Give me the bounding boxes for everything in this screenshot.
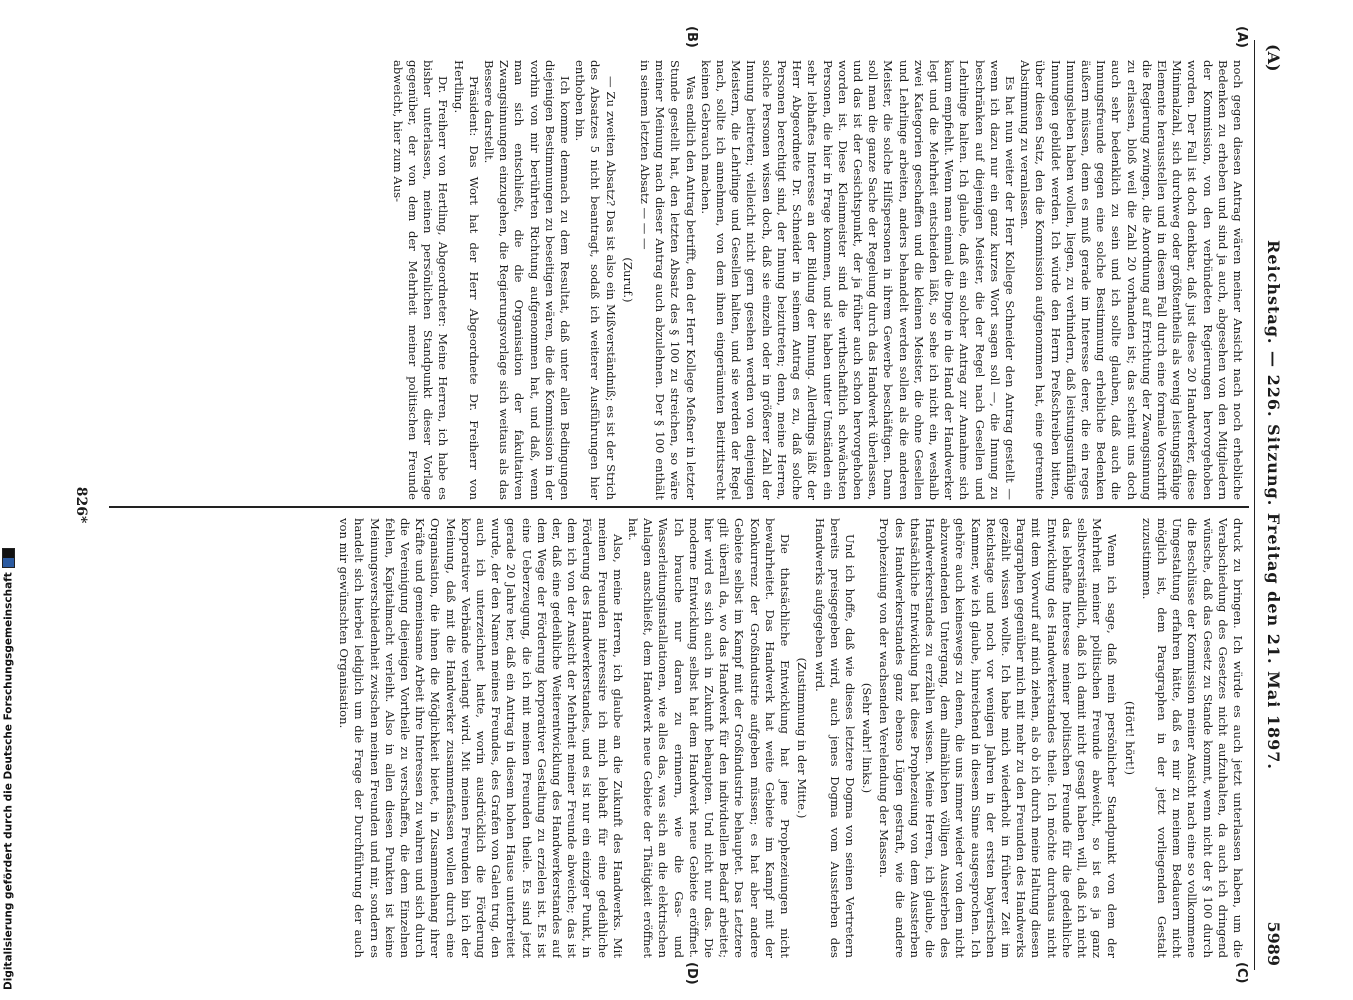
funding-note	[2, 548, 15, 990]
paragraph: Die thatsächliche Entwicklung hat jene Prophezeiungen nicht bewahrheitet. Das Handwerk hat weite Gebiete im Kampf mit der Konkurrenz der Großindustrie aufgeben müssen; es hat aber andere Gebiete selbst im Kampf mit der Großindustrie behauptet. Das Letztere gilt überall da, wo das Handwerk für den individuellen Bedarf arbeitet; hier wird es sich auch in Zukunft behaupten. Und nicht nur das. Die moderne Entwicklung selbst hat dem Handwerk neue Gebiete eröffnet. Ich brauche nur daran zu erinnern, wie die Gas- und Wasserleitungsinstallationen, wie alles das, was sich an die elektrischen Anlagen anschließt, dem Handwerk neue Gebiete der Thätigkeit eröffnet hat.	[626, 518, 793, 958]
interjection: (Sehr wahr! links.)	[860, 682, 875, 794]
paragraph: — Zu zweiten Absatz? Das ist also ein Mißverständniß; es ist der Strich des Absatzes 5 nicht beantragt, sodaß ich weiterer Ausführungen hier enthoben bin.	[573, 60, 618, 500]
speaker-paragraph: Präsident: Das Wort hat der Herr Abgeordnete Dr. Freiherr von Hertling.	[451, 60, 481, 500]
paragraph: noch gegen diesen Antrag wären meiner Ansicht nach noch erhebliche Bedenken zu erheben und sind ja auch, abgesehen von den Mitgliedern der Kommission, von den verbündeten Regierungen hervorgehoben worden. Der Fall ist doch denkbar, daß just diese 20 Handwerker, diese Minimalzahl, sich durchweg oder größtentheils als wenig leistungsfähige Elemente herausstellen und in diesem Fall durch eine formale Vorschrift die Regierung zwingen, die Anordnung auf Errichtung der Zwangsinnung zu erlassen, bloß weil die Zahl 20 vorhanden ist; das scheint uns doch auch sehr bedenklich zu sein und ich sollte glauben, daß auch die Innungsfreunde gegen eine solche Bestimmung erhebliche Bedenken äußern müssen, denn es muß gerade im Interesse derer, die ein reges Innungsleben haben wollen, liegen, zu verhindern, daß leistungsunfähige Innungen gebildet werden. Ich würde den Herrn Preßschreiben bitten, über diesen Satz, den die Kommission aufgenommen hat, eine getrennte Abstimmung zu veranlassen.	[1018, 60, 1245, 500]
speaker-paragraph: Dr. Freiherr von Hertling, Abgeordneter: Meine Herren, ich habe es bisher unterlassen, meinen persönlichen Standpunkt dieser Vorlage gegenüber, der von dem der Mehrheit meiner politischen Freunde abweicht, hier zum Aus-	[390, 60, 451, 500]
header-margin-mark: (A)	[1264, 44, 1283, 72]
interjection: (Hört! hört!)	[1122, 701, 1137, 775]
header-page-number: 5989	[1264, 921, 1283, 966]
paragraph: Also, meine Herren, ich glaube an die Zukunft des Handwerks. Mit meinen Freunden interessire ich mich lebhaft für eine gedeihliche Förderung des Handwerkerstandes, und es ist nur ein einziger Punkt, in dem ich von der Ansicht der Mehrheit meiner Freunde abweiche; das ist der, daß eine gedeihliche Weiterentwicklung des Handwerkerstandes auf dem Wege der Förderung korporativer Gestaltung zu erzielen ist. Es ist eine Ueberzeugung, die ich mit meinen Freunden theile. Es sind jetzt gerade 20 Jahre her, daß ein Antrag in diesem hohen Hause unterbreitet wurde, der den Namen meines Freundes, des Grafen von Galen trug, den auch ich unterzeichnet hatte, worin ausdrücklich die Förderung korporativer Verbände verlangt wird. Mit meinen Freunden bin ich der Meinung, daß mit die Handwerker zusammenfassen wollen durch eine Organisation, die ihnen die Möglichkeit bietet, in Zusammenhang ihrer Kräfte und gemeinsame Arbeit ihre Interessen zu wahren und sich durch die Vereinigung diejenigen Vortheile zu verschaffen, die dem Einzelnen fehlen, Kapitalmacht verleiht. Also in allen diesen Punkten ist keine Meinungsverschiedenheit zwischen meinen Freunden und mir, sondern es handelt sich hierbei lediglich um die Frage der Durchführung der auch von mir gewünschten Organisation.	[337, 518, 625, 958]
left-column	[115, 60, 1245, 500]
header-title: Reichstag. — 226. Sitzung. Freitag den 21. Mai 1897.	[1264, 240, 1283, 770]
paragraph: Und ich hoffe, daß wie dieses letztere Dogma von seinen Vertretern bereits preisgegeben wird, auch jenes Dogma vom Aussterben des Handwerks aufgegeben wird.	[812, 518, 857, 958]
interjection: (Zustimmung in der Mitte.)	[795, 657, 810, 819]
funding-note-text: Digitalisierung gefördert durch die Deutsche Forschungsgemeinschaft	[2, 572, 15, 990]
page-footer-number: 826*	[73, 486, 89, 524]
paragraph: Es hat nun weiter der Herr Kollege Schneider den Antrag gestellt — wenn ich dazu nur ein ganz kurzes Wort sagen soll —, die Innung zu beschränken auf diejenigen Meister, die der Regel nach Gesellen und Lehrlinge halten. Ich glaube, daß ein solcher Antrag zur Annahme sich kaum empfiehlt. Wenn man einmal die Dinge in die Hand der Handwerker legt und die Mehrheit entscheiden läßt, so sehe ich nicht ein, weshalb zwei Kategorien geschaffen und die kleinen Meister, die ohne Gesellen und Lehrlinge arbeiten, anders behandelt werden sollen als die anderen Meister, die solche Hilfspersonen in ihrem Gewerbe beschäftigen. Dann soll man die ganze Sache der Regelung durch das Handwerk überlassen, und das ist der Gesichtspunkt, der ja früher auch schon hervorgehoben worden ist. Diese Kleinmeister sind die wirthschaftlich schwächsten Personen, die hier in Frage kommen, und sie haben unter Umständen ein sehr lebhaftes Interesse an der Bildung der Innung. Allerdings läßt der Herr Abgeordnete Dr. Schneider in seinem Antrag es zu, daß solche Personen berechtigt sind, der Innung beizutreten; denn, meine Herren, solche Personen wissen doch, daß sie einzeln oder in größerer Zahl der Innung beitreten; vielleicht nicht gern gesehen werden von denjenigen Meistern, die Lehrlinge und Gesellen halten, und sie werden der Regel nach, sollte ich annehmen, von dem ihnen eingeräumten Beitrittsrecht keinen Gebrauch machen.	[698, 60, 1017, 500]
page-header	[1254, 40, 1289, 970]
paragraph: druck zu bringen. Ich würde es auch jetzt unterlassen haben, um die Verabschiedung des Gesetzes nicht aufzuhalten, da auch ich dringend wünsche, daß das Gesetz zu Stande kommt, wenn nicht der § 100 durch die Beschlüsse der Kommission meiner Ansicht nach eine so vollkommene Umgestaltung erfahren hätte, daß es mir zu meinem Bedauern nicht möglich ist, dem Paragraphen in der jetzt vorliegenden Gestalt zuzustimmen.	[1139, 518, 1245, 958]
dfg-logo-icon	[2, 548, 15, 568]
margin-mark-a: (A)	[1234, 26, 1249, 48]
margin-mark-c: (C)	[1234, 962, 1249, 984]
interjection: (Zuruf.)	[620, 257, 635, 303]
margin-mark-d: (D)	[684, 962, 699, 985]
right-column	[115, 518, 1245, 958]
paragraph: Was endlich den Antrag betrifft, den der Herr Kollege Meßner in letzter Stunde gestellt hat, den letzten Absatz des § 100 zu streichen, so wäre meiner Meinung nach dieser Antrag auch abzulehnen. Der § 100 enthält in seinem letzten Absatz — — —	[638, 60, 698, 500]
column-divider	[109, 506, 1249, 508]
scanned-page	[22, 26, 1330, 985]
paragraph: Wenn ich sage, daß mein persönlicher Standpunkt von dem der Mehrheit meiner politischen Freunde abweicht, so ist es ja ganz selbstverständlich, daß ich damit nicht gesagt haben will, daß ich nicht das lebhafte Interesse meiner politischen Freunde für die gedeihliche Entwicklung des Handwerkerstandes theile. Ich möchte durchaus nicht mit dem Vorwurf auf mich ziehen, als ob ich durch meine Haltung diesen Paragraphen gegenüber mich mit mehr zu den Freunden des Handwerks gezählt wissen wollte. Ich habe mich wiederholt in früherer Zeit im Reichstage und noch vor wenigen Jahren in der ersten bayerischen Kammer, wie ich glaube, hinreichend in diesem Sinne ausgesprochen. Ich gehöre auch keineswegs zu denen, die uns immer wieder von dem nicht abzuwendenden Untergang, dem allmählichen völligen Aussterben des Handwerkerstandes zu erzählen wissen. Meine Herren, ich glaube, die thatsächliche Entwicklung hat diese Prophezeiung von dem Aussterben des Handwerkerstandes ganz ebenso Lügen gestraft, wie die andere Prophezeiung von der wachsenden Verelendung der Massen.	[877, 518, 1120, 958]
newspaper-page	[44, 26, 1289, 985]
paragraph: Ich komme demnach zu dem Resultat, daß unter allen Bedingungen diejenigen Bestimmungen zu beseitigen wären, die die Kommission in der vorhin von mir berührten Richtung aufgenommen hat, und daß, wenn man sich entschließt, die die Organisation der fakultativen Zwangsinnungen einzugehen, die Regierungsvorlage sich weitaus als das Bessere darstellt.	[482, 60, 573, 500]
margin-mark-b: (B)	[684, 26, 699, 48]
